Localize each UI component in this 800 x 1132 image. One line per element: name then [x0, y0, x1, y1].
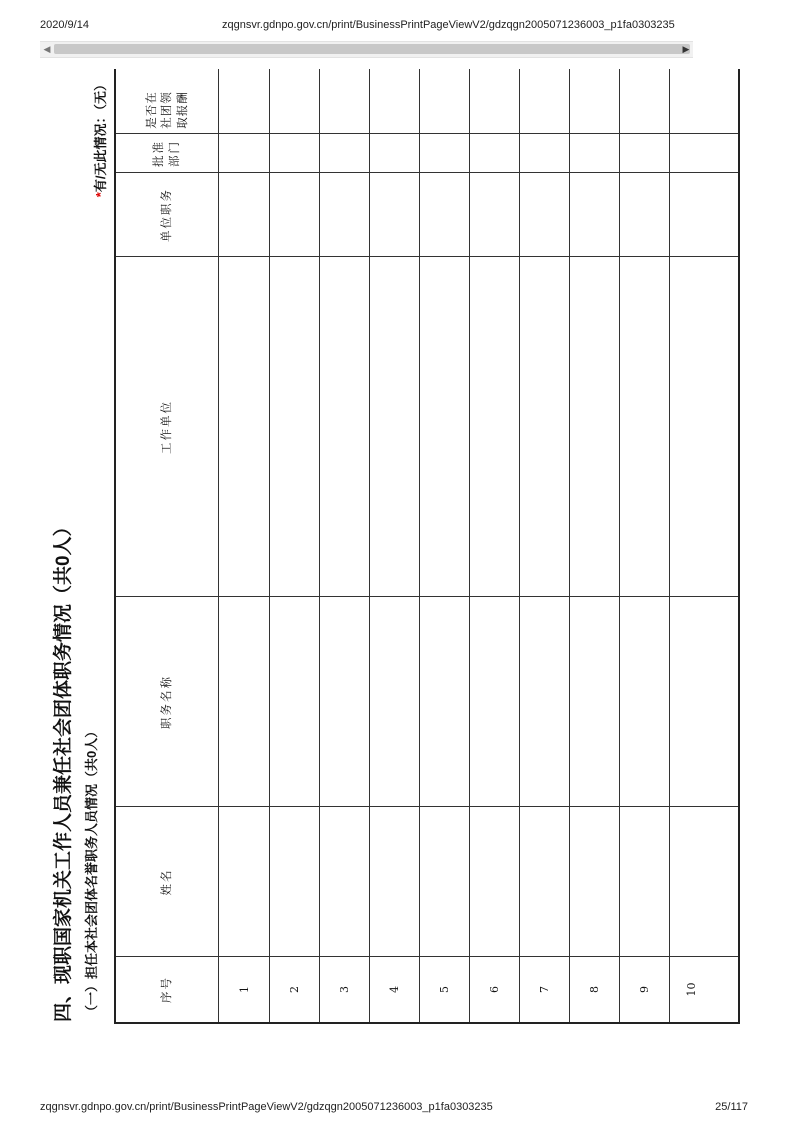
table-row [669, 69, 719, 1022]
row-number: 2 [287, 986, 301, 993]
row-number: 7 [537, 986, 551, 993]
status-label: 有/无此情况： [93, 110, 108, 193]
member-table [114, 69, 740, 1024]
row-number: 6 [487, 986, 501, 993]
table-row [419, 69, 469, 1022]
table-row [469, 69, 519, 1022]
table-row [269, 69, 319, 1022]
row-number: 5 [437, 986, 451, 993]
row-number: 3 [337, 986, 351, 993]
status-line [90, 78, 109, 197]
horizontal-scrollbar[interactable] [40, 41, 693, 58]
table-row [319, 69, 369, 1022]
table-row [219, 69, 269, 1022]
row-number: 8 [587, 986, 601, 993]
scrollbar-thumb[interactable] [54, 44, 690, 54]
header-unit: 工作单位 [159, 400, 174, 454]
rotated-page-content [40, 60, 740, 1030]
status-value: （无） [93, 78, 108, 111]
print-header-url: zqgnsvr.gdnpo.gov.cn/print/BusinessPrintPageViewV2/gdzqgn2005071236003_p1fa0303235 [222, 19, 675, 31]
print-footer-url: zqgnsvr.gdnpo.gov.cn/print/BusinessPrintPageViewV2/gdzqgn2005071236003_p1fa0303235 [40, 1101, 493, 1113]
table-row [619, 69, 669, 1022]
header-approval: 批准部门 [151, 140, 181, 167]
row-number: 1 [237, 986, 251, 993]
header-title: 职务名称 [159, 675, 174, 729]
table-row [569, 69, 619, 1022]
row-number: 4 [387, 986, 401, 993]
print-date: 2020/9/14 [40, 19, 89, 31]
page-number: 25/117 [715, 1101, 748, 1113]
required-star: * [93, 192, 108, 198]
header-unit-position: 单位职务 [159, 188, 174, 242]
header-paid: 是否在社团领取报酬 [143, 91, 189, 129]
row-number: 9 [637, 986, 651, 993]
table-row [369, 69, 419, 1022]
header-seq: 序号 [159, 976, 174, 1003]
row-number: 10 [685, 982, 698, 997]
scroll-left-arrow-icon[interactable]: ◀ [43, 44, 51, 54]
table-row [519, 69, 569, 1022]
subsection-title: （一）担任本社会团体名誉职务人员情况（共0人） [84, 724, 99, 1018]
section-title: 四、现职国家机关工作人员兼任社会团体职务情况（共0人） [53, 517, 74, 1022]
scroll-right-arrow-icon[interactable]: ▶ [682, 44, 690, 54]
header-name: 姓名 [159, 868, 174, 896]
